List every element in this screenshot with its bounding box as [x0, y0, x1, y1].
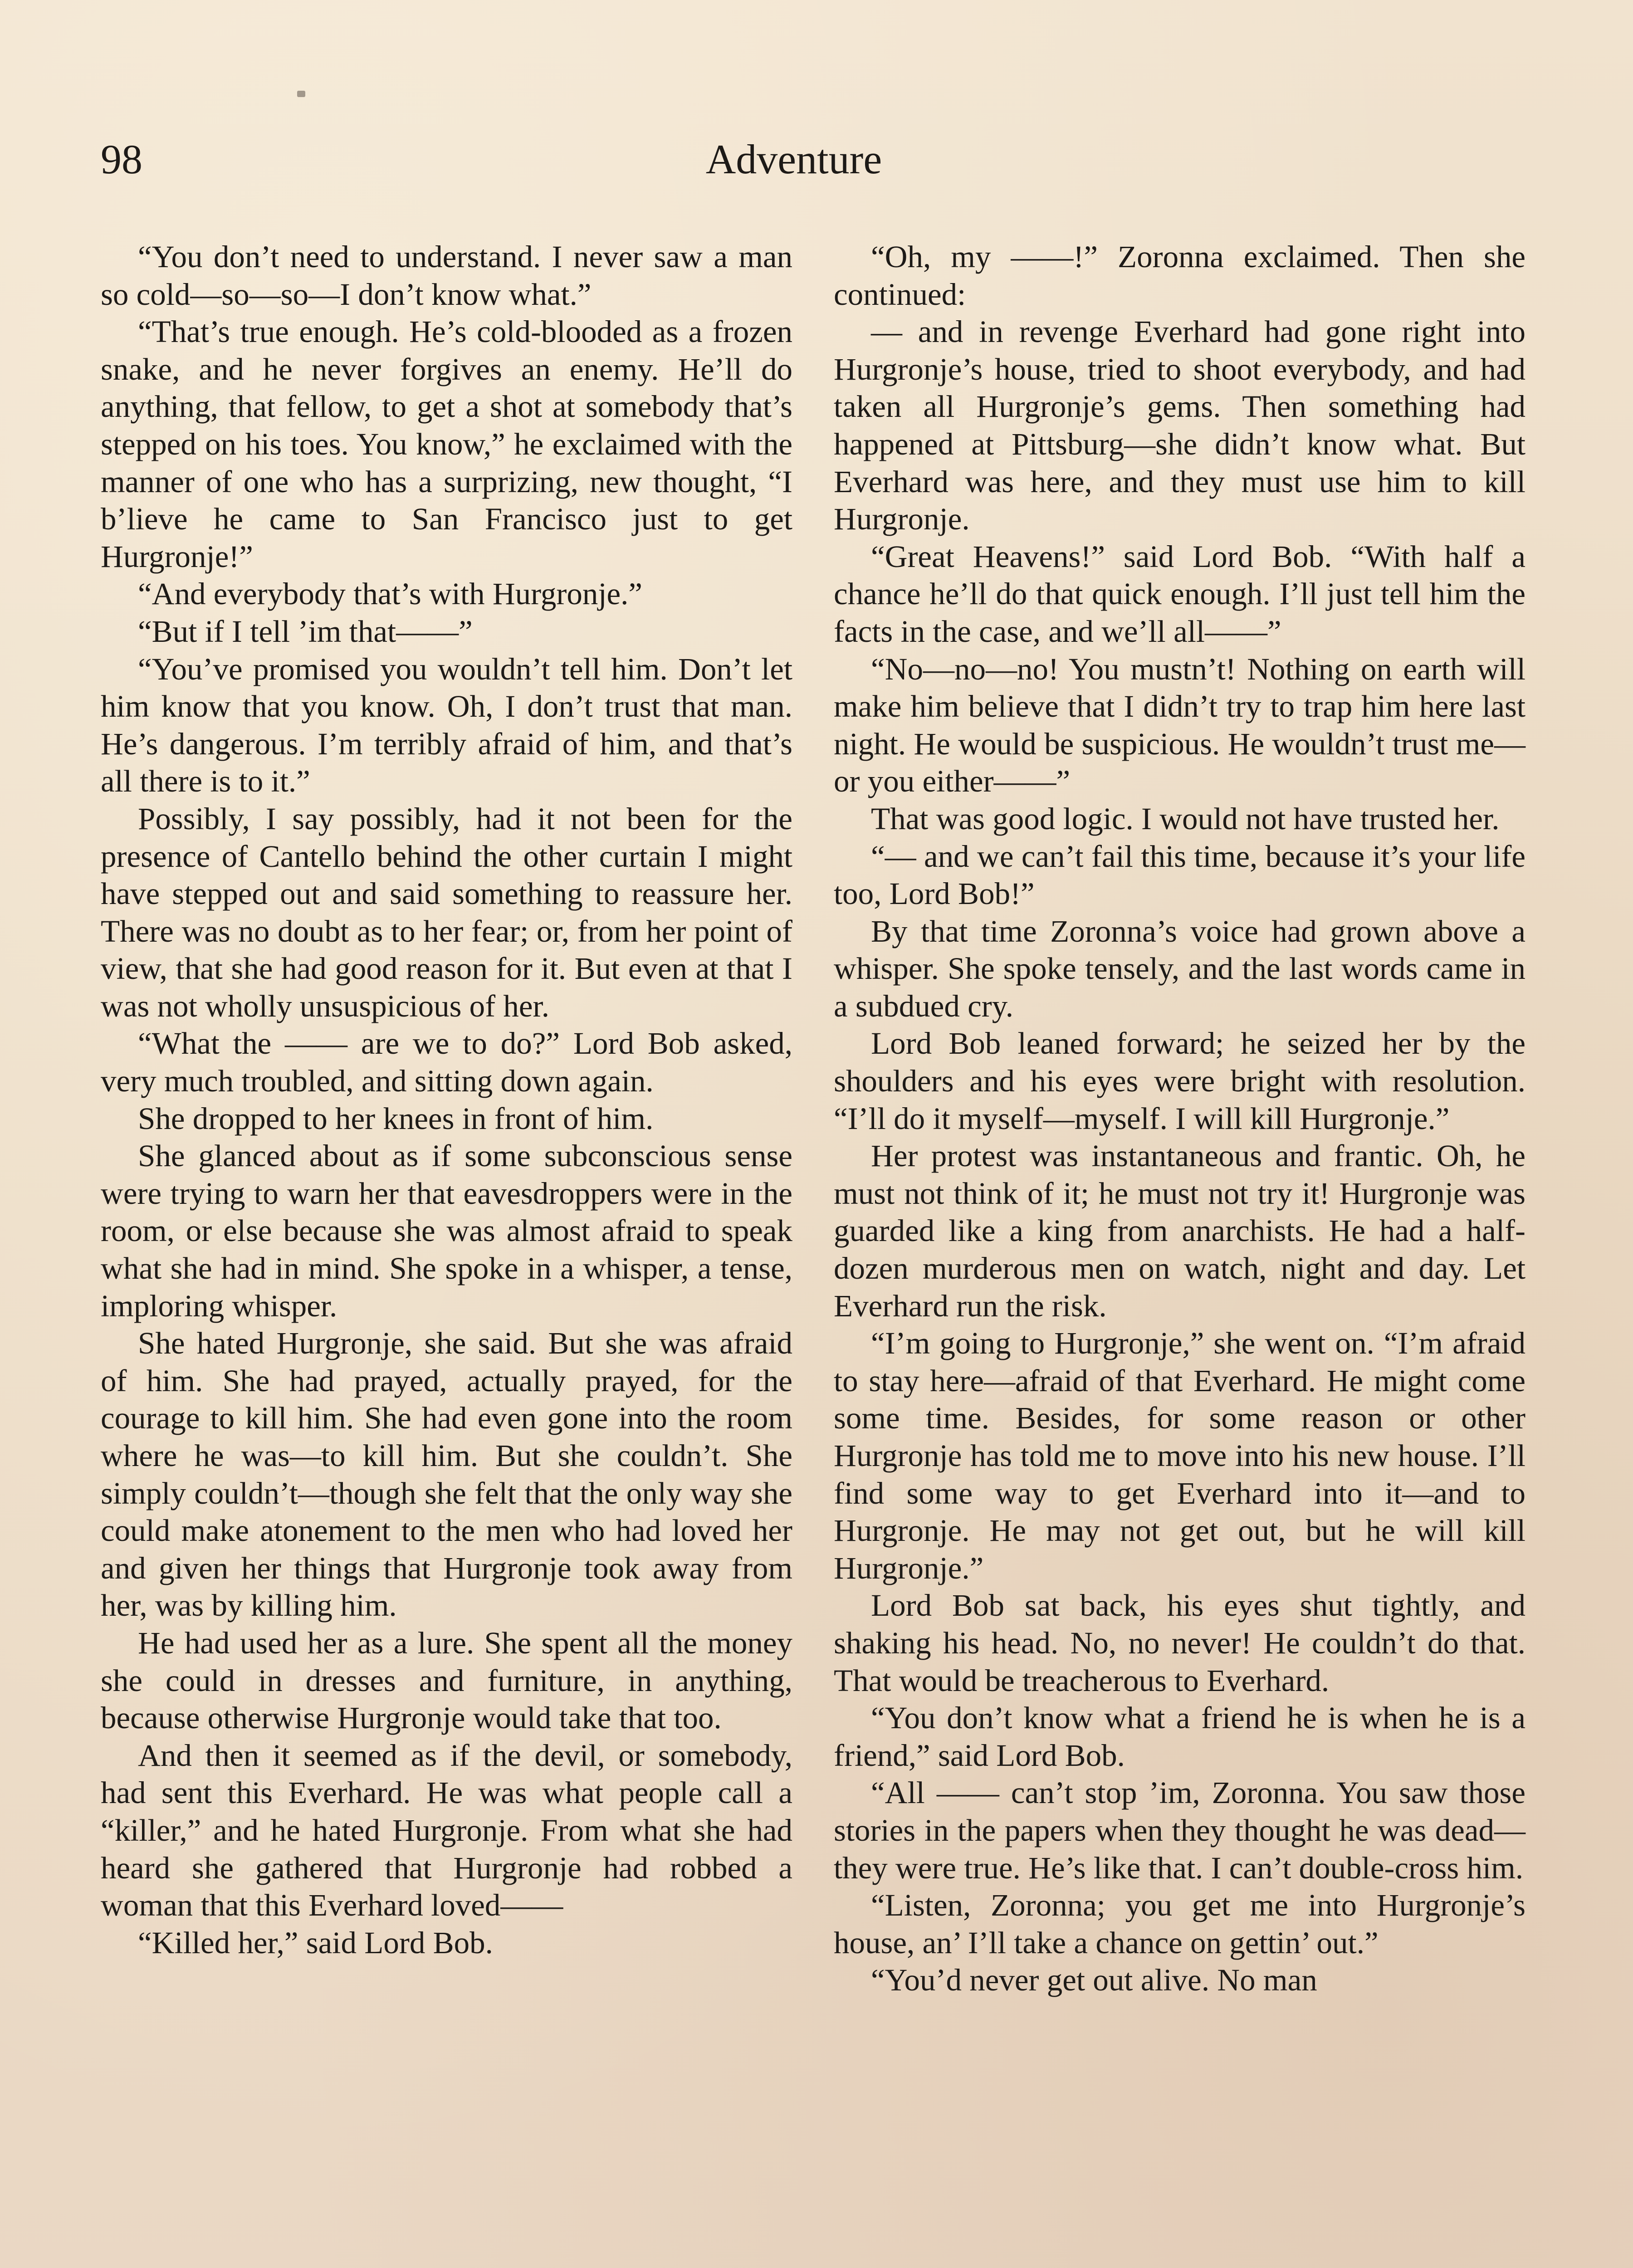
- paragraph: “You’d never get out alive. No man: [871, 1963, 1317, 1998]
- paragraph: “You don’t know what a friend he is when he is a friend,” said Lord Bob.: [834, 1701, 1525, 1773]
- left-column: [101, 238, 792, 1961]
- paragraph: And then it seemed as if the devil, or somebody, had sent this Everhard. He was what people call a “killer,” and he hated Hurgronje. From what she had heard she gathered that Hurgronje had robbed a woman that this Everhard loved——: [101, 1738, 792, 1923]
- paragraph: She hated Hurgronje, she said. But she was afraid of him. She had prayed, actually prayed, for the courage to kill him. She had even gone into the room where he was—to kill him. But she couldn’t. She simply couldn’t—though she felt that the only way she could make atonement to the men who had loved her and given her things that Hurgronje took away from her, was by killing him.: [101, 1326, 792, 1623]
- paragraph: “All —— can’t stop ’im, Zoronna. You saw those stories in the papers when they thought he was dead—they were true. He’s like that. I can’t double-cross him.: [834, 1775, 1525, 1885]
- paragraph: “Killed her,” said Lord Bob.: [138, 1925, 493, 1960]
- paragraph: “That’s true enough. He’s cold-blooded as a frozen snake, and he never forgives an enemy. He’ll do anything, that fellow, to get a shot at somebody that’s stepped on his toes. You know,” he exclaimed with the manner of one who has a surprizing, new thought, “I b’lieve he came to San Francisco just to get Hurgronje!”: [101, 314, 792, 574]
- paragraph: “Oh, my ——!” Zoronna exclaimed. Then she continued:: [834, 240, 1525, 312]
- paragraph: Possibly, I say possibly, had it not been for the presence of Cantello behind the other curtain I might have stepped out and said something to reassure her. There was no doubt as to her fear; or, from her point of view, that she had good reason for it. But even at that I was not wholly unsuspicious of her.: [101, 801, 792, 1023]
- paragraph: “What the —— are we to do?” Lord Bob asked, very much troubled, and sitting down again.: [101, 1026, 792, 1099]
- paragraph: Lord Bob leaned forward; he seized her by the shoulders and his eyes were bright with resolution. “I’ll do it myself—myself. I will kill Hurgronje.”: [834, 1026, 1525, 1136]
- right-column: [834, 238, 1525, 1999]
- paragraph: “And everybody that’s with Hurgronje.”: [138, 577, 643, 611]
- paragraph: “You’ve promised you wouldn’t tell him. Don’t let him know that you know. Oh, I don’t trust that man. He’s dangerous. I’m terribly afraid of him, and that’s all there is to it.”: [101, 651, 792, 799]
- running-head-title: Adventure: [705, 136, 882, 182]
- paragraph: He had used her as a lure. She spent all the money she could in dresses and furniture, in anything, because otherwise Hurgronje would take that too.: [101, 1625, 792, 1735]
- paragraph: By that time Zoronna’s voice had grown above a whisper. She spoke tensely, and the last words came in a subdued cry.: [834, 914, 1525, 1023]
- paragraph: “Great Heavens!” said Lord Bob. “With half a chance he’ll do that quick enough. I’ll just tell him the facts in the case, and we’ll all——”: [834, 539, 1525, 649]
- paragraph: Lord Bob sat back, his eyes shut tightly, and shaking his head. No, no never! He couldn’t do that. That would be treacherous to Everhard.: [834, 1588, 1525, 1698]
- paragraph: “— and we can’t fail this time, because it’s your life too, Lord Bob!”: [834, 839, 1525, 911]
- paragraph: Her protest was instantaneous and frantic. Oh, he must not think of it; he must not try it! Hurgronje was guarded like a king from anarchists. He had a half-dozen murderous men on watch, night and day. Let Everhard run the risk.: [834, 1139, 1525, 1323]
- paragraph: “No—no—no! You mustn’t! Nothing on earth will make him believe that I didn’t try to trap him here last night. He would be suspicious. He wouldn’t trust me—or you either——”: [834, 651, 1525, 799]
- paragraph: “You don’t need to understand. I never saw a man so cold—so—so—I don’t know what.”: [101, 240, 792, 312]
- paragraph: She glanced about as if some subconscious sense were trying to warn her that eavesdroppers were in the room, or else because she was almost afraid to speak what she had in mind. She spoke in a whisper, a tense, imploring whisper.: [101, 1139, 792, 1323]
- paragraph: She dropped to her knees in front of him.: [138, 1101, 654, 1136]
- paragraph: That was good logic. I would not have trusted her.: [871, 801, 1500, 836]
- paragraph: — and in revenge Everhard had gone right into Hurgronje’s house, tried to shoot everybody, and had taken all Hurgronje’s gems. Then something had happened at Pittsburg—she didn’t know what. But Everhard was here, and they must use him to kill Hurgronje.: [834, 314, 1525, 537]
- paragraph: “But if I tell ’im that——”: [138, 614, 473, 649]
- paragraph: “I’m going to Hurgronje,” she went on. “I’m afraid to stay here—afraid of that Everhard. He might come some time. Besides, for some reason or other Hurgronje has told me to move into his new house. I’ll find some way to get Everhard into it—and to Hurgronje. He may not get out, but he will kill Hurgronje.”: [834, 1326, 1525, 1585]
- ink-speck: [297, 91, 305, 97]
- paragraph: “Listen, Zoronna; you get me into Hurgronje’s house, an’ I’ll take a chance on gettin’ out.”: [834, 1888, 1525, 1960]
- page-number: 98: [101, 136, 142, 182]
